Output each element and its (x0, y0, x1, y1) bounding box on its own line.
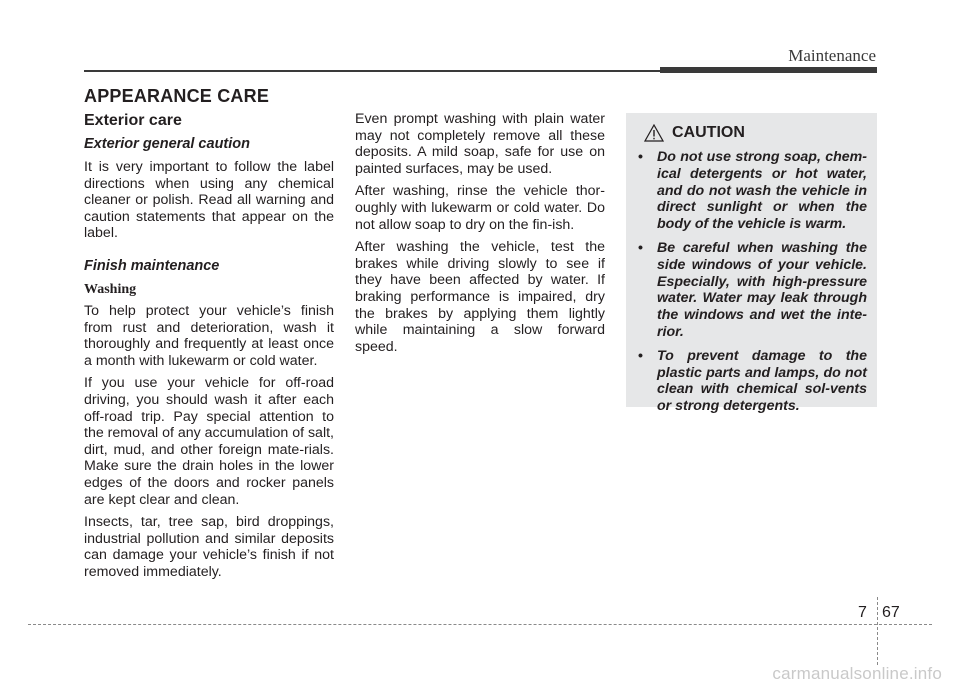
chapter-number: 7 (858, 604, 867, 621)
watermark: carmanualsonline.info (772, 664, 942, 683)
paragraph-rinse: After washing, rinse the vehicle thor-oughly with lukewarm or cold water. Do not allow soap to dry on the fin-ish. (355, 183, 605, 233)
section-title: APPEARANCE CARE (84, 86, 270, 106)
caution-item: • Be careful when washing the side windows of your vehicle. Especially, with high-pressure water. Water may leak through the windows and wet the inte-rior. (638, 239, 867, 340)
header-rule-accent (660, 67, 877, 73)
column-middle (355, 111, 605, 361)
warning-triangle-icon (644, 124, 664, 142)
page-number: 67 (882, 604, 900, 621)
paragraph-test-brakes: After washing the vehicle, test the brakes while driving slowly to see if they have been affected by water. If braking performance is impaired, dry the brakes by applying them lightly while maintaining a slow forward speed. (355, 239, 605, 355)
footer-rule (28, 624, 932, 625)
caution-title: CAUTION (672, 124, 745, 141)
header-rule (84, 70, 684, 72)
caution-item: • To prevent damage to the plastic parts and lamps, do not clean with chemical sol-vents or strong detergents. (638, 347, 867, 415)
subheading-general-caution: Exterior general caution (84, 136, 250, 152)
paragraph-protect-finish: To help protect your vehicle’s finish from rust and deterioration, wash it thoroughly and frequently at least once a month with lukewarm or cold water. (84, 302, 334, 369)
page-divider (877, 597, 878, 665)
bullet-icon: • (638, 239, 643, 256)
heading-exterior-care: Exterior care (84, 112, 182, 129)
caution-header (644, 123, 867, 143)
caution-item: • Do not use strong soap, chem-ical detergents or hot water, and do not wash the vehicle in direct sunlight or when the body of the vehicle is warm. (638, 149, 867, 233)
bullet-icon: • (638, 347, 643, 364)
subheading-washing: Washing (84, 281, 137, 297)
paragraph-plain-water: Even prompt washing with plain water may not completely remove all these deposits. A mild soap, safe for use on painted surfaces, may be used. (355, 111, 605, 177)
subheading-finish-maintenance: Finish maintenance (84, 257, 220, 274)
paragraph-insects-tar: Insects, tar, tree sap, bird droppings, industrial pollution and similar deposits can damage your vehicle’s finish if not removed immediately. (84, 514, 334, 580)
paragraph-off-road: If you use your vehicle for off-road driving, you should wash it after each off-road trip. Pay special attention to the removal of any accumulation of salt, dirt, mud, and other foreign mate-rials. Make sure the drain holes in the lower edges of the doors and rocker panels are kept clear and clean. (84, 375, 334, 508)
caution-list (636, 149, 867, 415)
caution-box (626, 113, 877, 415)
header-title: Maintenance (788, 46, 876, 65)
paragraph-label-directions: It is very important to follow the label directions when using any chemical cleaner or polish. Read all warning and caution statements that appear on the label. (84, 159, 334, 242)
bullet-icon: • (638, 149, 643, 165)
column-left (84, 112, 334, 586)
